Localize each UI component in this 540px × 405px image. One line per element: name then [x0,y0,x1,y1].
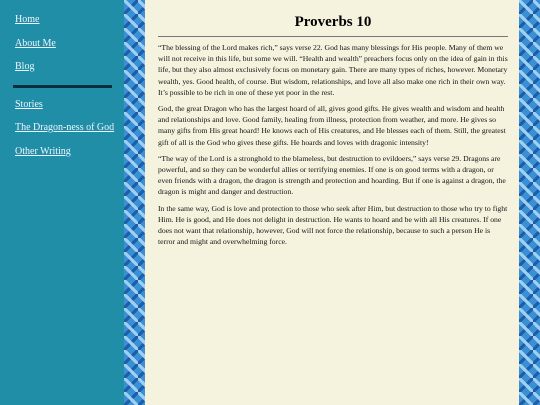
title-divider [158,36,508,37]
article-paragraph: “The blessing of the Lord makes rich,” says verse 22. God has many blessings for His people. Many of them we will not receive in this life, but some we will. “Health and wealth” preachers focus only on the idea of gain in this life, but they also almost exclusively focus on monetary gain. There are many types of riches, however. Monetary wealth, yes. Good health, of course. But wisdom, relationships, and love all also make one rich in their own way. It’s possible to be rich in one of these yet poor in the rest. [158,43,508,97]
decorative-pattern-right [519,0,540,405]
decorative-pattern-left [124,0,145,405]
sidebar [0,0,124,405]
article-body [158,42,508,252]
nav-other-writing-link[interactable]: Other Writing [15,146,71,157]
article-paragraph: “The way of the Lord is a stronghold to the blameless, but destruction to evildoers,” says verse 29. Dragons are powerful, and so they can be wonderful allies or terrifying enemies. If one is on good terms with a dragon, or even friends with a dragon, the dragon is strength and protection and hoarding. But if one is against a dragon, the dragon is might and danger and destruction. [158,153,506,197]
article-paragraph: God, the great Dragon who has the largest hoard of all, gives good gifts. He gives wealth and wisdom and health and relationships and love. Good family, healing from illness, protection from weather, and more. He gives so many gifts from His great hoard! He knows each of His creatures, and He blesses each of them. Still, the greatest gift of all is the God who gives these gifts. He hoards and loves with dragonic intensity! [158,104,506,147]
article-paragraph: In the same way, God is love and protection to those who seek after Him, but destruction to those who try to fight Him. He is good, and He does not delight in destruction. He wants to hoard and be with all His creatures. If one does not want that relationship, however, God will not force the relationship, because to such a person He is terror and might and overwhelming force. [158,203,508,247]
nav-dragon-ness-link[interactable]: The Dragon-ness of God [15,122,115,133]
nav-home-link[interactable]: Home [15,14,40,25]
nav-about-me-link[interactable]: About Me [15,38,56,49]
nav-divider [13,85,112,88]
page-title: Proverbs 10 [294,14,372,30]
nav-blog-link[interactable]: Blog [15,61,35,72]
nav-stories-link[interactable]: Stories [15,99,43,110]
